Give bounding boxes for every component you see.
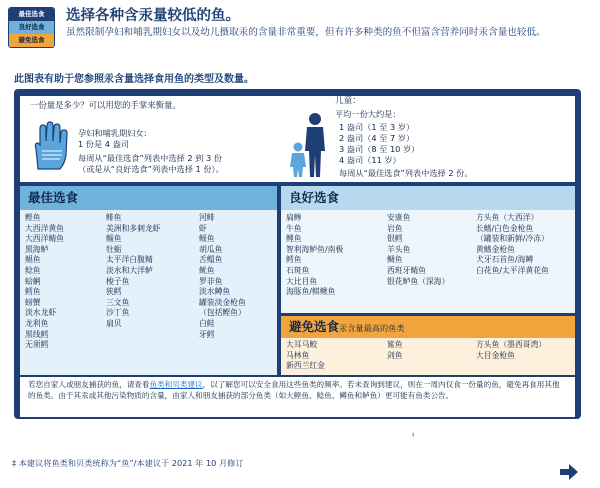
avoid-heading: 避免选食 <box>289 319 340 334</box>
hand-palm-icon <box>30 121 70 171</box>
fish-item: 智利海鲈鱼/南极 <box>286 244 344 254</box>
adult-portion-size: 1 份是 4 盎司 <box>78 139 129 149</box>
avoid-col-3 <box>476 340 546 361</box>
avoid-subheading: 汞含量最高的鱼类 <box>339 323 405 333</box>
advice-links <box>300 424 400 444</box>
fish-item: 剑鱼 <box>387 350 403 360</box>
fish-item: 大西洋鲭鱼 <box>25 234 64 244</box>
epa-link[interactable]: www.EPA.gov/fishadvice <box>301 434 400 443</box>
fish-item: 犬牙石首鱼/海鳟 <box>476 255 534 265</box>
fish-item: 白花鱼/太平洋黄花鱼 <box>476 265 549 275</box>
fish-item: 淡水鳟鱼 <box>199 287 231 297</box>
epa-sub-2: Environmental Protection <box>509 430 571 435</box>
best-col-3 <box>199 213 246 340</box>
fish-item: 河鲱 <box>199 213 215 222</box>
good-col-2 <box>387 213 449 287</box>
fda-logo-line1: U.S. FOOD & DRUG <box>419 425 456 439</box>
fish-item: 岩鱼 <box>387 223 403 233</box>
fish-item: 无须鳕 <box>25 340 49 350</box>
fish-item: 沙丁鱼 <box>106 308 130 318</box>
fish-advisory-link[interactable]: 鱼类和贝类建议 <box>149 380 203 389</box>
fish-item: 羊头鱼 <box>387 244 411 254</box>
page-title: 选择各种含汞量较低的鱼。 <box>66 8 240 24</box>
children-average: 平均一份大约是： <box>335 109 401 119</box>
fish-item: 胡瓜鱼 <box>199 244 223 254</box>
fish-item: 淡水和大洋鲈 <box>106 265 153 275</box>
fish-item: 安康鱼 <box>387 213 411 222</box>
fish-item: 虾 <box>199 223 207 233</box>
fish-item: 牙鳕 <box>199 329 215 339</box>
fish-item: 淡水龙虾 <box>25 308 57 318</box>
fish-item: 牛鱼 <box>286 223 302 233</box>
fish-item: 鲱鱼 <box>106 213 122 222</box>
adult-rule-line2: （或是从“良好选食”列表中选择 1 份）。 <box>78 164 224 174</box>
children-rule: 每周从“最佳选食”列表中选择 2 份。 <box>339 168 473 178</box>
child-portion-4: 4 盎司（11 岁） <box>339 155 401 165</box>
fish-item: 长鳍/白色金枪鱼 <box>476 223 534 233</box>
good-col-1 <box>286 213 343 298</box>
fish-item: 大耳马鲛 <box>286 340 318 349</box>
note-text-2: ，以了解您可以安全食用这些鱼类的频率。若未查询到建议，则在一周内仅食一份量的鱼，避免再食用其他的鱼类。由于其汞或其他污染物质的含量，由家人和朋友捕获的部分鱼类（如大鲣鱼、鲶鱼、鳟鱼和鲈鱼）更可能有鱼类公告。 <box>28 380 560 400</box>
fish-item: 鲨鱼 <box>387 340 403 349</box>
fish-item: 罐装淡金枪鱼 <box>199 297 246 307</box>
legend-good: 良好选食 <box>9 21 54 34</box>
fish-item: 鲣鱼 <box>25 213 41 222</box>
legend-best: 最佳选食 <box>9 8 54 21</box>
fish-item: 石斑鱼 <box>286 265 310 275</box>
bottom-note: ‡ 本建议将鱼类和贝类统称为“鱼”/本建议于 2021 年 10 月修订 <box>12 458 244 468</box>
fish-item: 方头鱼（大西洋） <box>476 213 539 222</box>
fish-item: 鳕鱼 <box>25 287 41 297</box>
fish-item: 黑海鲈 <box>25 244 49 254</box>
good-choices-heading: 良好选食 <box>281 186 575 210</box>
portion-question: 一份量是多少？可以用您的手掌来衡量。 <box>30 100 181 110</box>
next-page-arrow-icon[interactable] <box>560 464 578 480</box>
fish-item: （包括鲣鱼） <box>199 308 246 318</box>
fish-item: （罐装和新鲜/冷冻） <box>476 234 549 244</box>
fish-item: 鳐鱼 <box>199 234 215 244</box>
fish-item: 龙利鱼 <box>25 318 49 328</box>
fish-item: 牡蛎 <box>106 244 122 254</box>
fish-item: 海豚鱼/鲯鳅鱼 <box>286 287 336 297</box>
chart-intro: 此图表有助于您参照汞含量选择食用鱼的类型及数量。 <box>14 74 254 85</box>
caught-fish-note <box>20 377 575 417</box>
category-legend <box>8 7 55 48</box>
children-heading: 儿童： <box>335 96 361 106</box>
fda-logo <box>410 426 470 446</box>
fish-item: 黑线鳕 <box>25 329 49 339</box>
fish-item: 鳕鱼 <box>286 255 302 265</box>
page-subtitle: 虽然限制孕妇和哺乳期妇女以及幼儿摄取汞的含量非常重要，但有许多种类的鱼不但富含营养同时汞含量也较低。 <box>66 27 546 38</box>
fish-item: 鲤鱼 <box>286 234 302 244</box>
legend-avoid: 避免选食 <box>9 34 54 47</box>
fda-logo-line2: ADMINISTRATION <box>419 439 470 446</box>
child-portion-3: 3 盎司（8 至 10 岁） <box>339 144 420 154</box>
fish-item: 鲻鱼 <box>106 234 122 244</box>
epa-sub-1: United States <box>509 424 543 429</box>
child-portion-1: 1 盎司（1 至 3 岁） <box>339 122 415 132</box>
parent-child-icon <box>289 111 329 179</box>
fish-item: 大目金枪鱼 <box>476 350 515 360</box>
fish-item: 大西洋黄鱼 <box>25 223 64 233</box>
fish-item: 罗非鱼 <box>199 276 223 286</box>
fish-item: 蛤蜊 <box>25 276 41 286</box>
fish-item: 西班牙鲭鱼 <box>387 265 426 275</box>
best-col-2 <box>106 213 161 330</box>
fish-item: 新西兰红金 <box>286 361 325 371</box>
fish-item: 扇贝 <box>106 318 122 328</box>
fish-item: 大比目鱼 <box>286 276 318 286</box>
fish-item: 鲷鱼 <box>387 255 403 265</box>
fish-item: 美洲和多刺龙虾 <box>106 223 161 233</box>
adult-heading: 孕妇和哺乳期妇女： <box>78 128 152 138</box>
avoid-col-2 <box>387 340 403 361</box>
fish-item: 太平洋白腹鲭 <box>106 255 153 265</box>
fish-item: 银花鲈鱼（深海） <box>387 276 450 286</box>
fish-item: 鲶鱼 <box>25 265 41 275</box>
child-portion-2: 2 盎司（4 至 7 岁） <box>339 133 415 143</box>
fish-item: 螃蟹 <box>25 297 41 307</box>
fish-item: 白鲑 <box>199 318 215 328</box>
best-choices-heading: 最佳选食 <box>20 186 277 210</box>
fish-item: 马林鱼 <box>286 350 310 360</box>
fish-item: 梭子鱼 <box>106 276 130 286</box>
epa-logo-text: EPA <box>481 425 507 441</box>
hhs-seal-icon: ⚕ <box>410 428 416 444</box>
fish-item: 鱿鱼 <box>199 265 215 275</box>
avoid-heading-bar <box>281 316 575 338</box>
fish-item: 扁鲹 <box>286 213 302 222</box>
fish-item: 方头鱼（墨西哥湾） <box>476 340 547 349</box>
fda-link[interactable]: www.FDA.gov/fishadvice <box>300 424 400 433</box>
good-col-3 <box>476 213 549 277</box>
fish-item: 银鳕 <box>387 234 403 244</box>
fish-item: 三文鱼 <box>106 297 130 307</box>
fish-item: 狭鳕 <box>106 287 122 297</box>
fish-item: 鲳鱼 <box>25 255 41 265</box>
best-col-1 <box>25 213 64 351</box>
fish-item: 黄鳍金枪鱼 <box>476 244 515 254</box>
note-text-1: 若您自家人或朋友捕获的鱼，请查看 <box>28 380 150 389</box>
epa-sub-3: Agency <box>509 436 528 441</box>
avoid-col-1 <box>286 340 325 372</box>
fish-item: 舌鳎鱼 <box>199 255 223 265</box>
epa-logo <box>481 424 570 442</box>
adult-rule-line1: 每周从“最佳选食”列表中选择 2 到 3 份 <box>78 153 222 163</box>
